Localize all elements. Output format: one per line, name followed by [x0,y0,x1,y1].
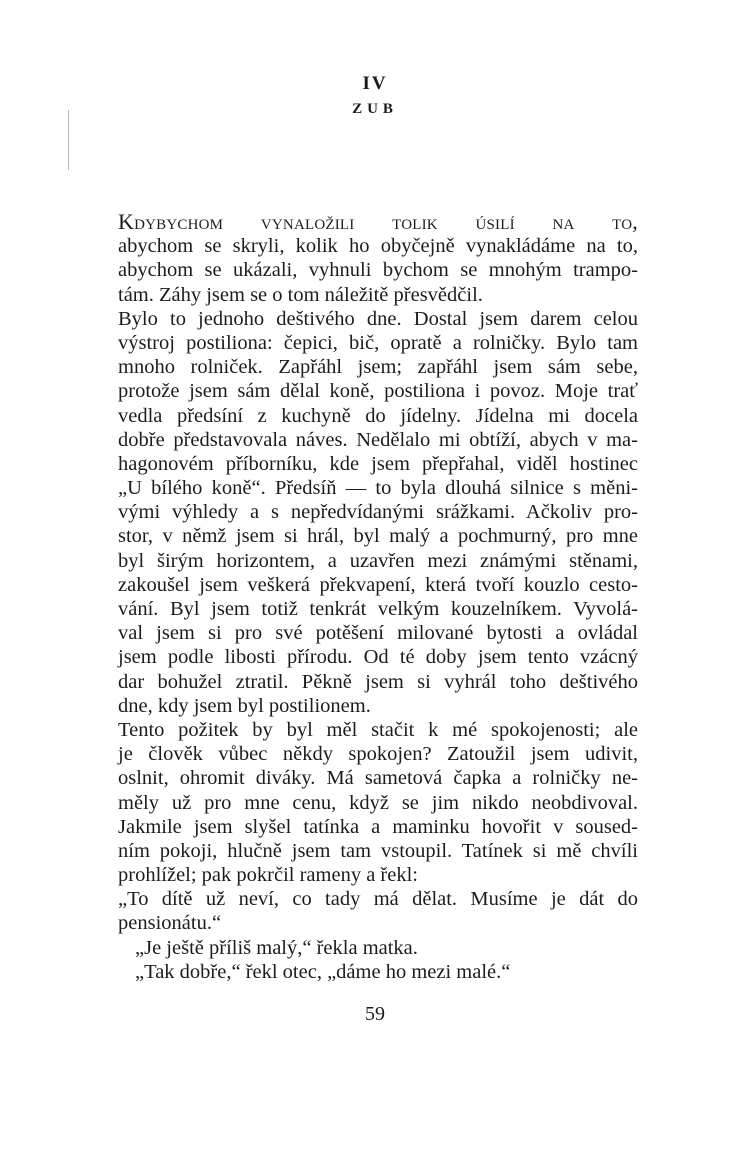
text-line: „Tak dobře,“ řekl otec, „dáme ho mezi malé.“ [135,960,511,983]
text-line: Kdybychom vynaložili tolik úsilí na to, [118,209,638,234]
text-line: protože jsem sám dělal koně, postiliona i povoz. Moje trať [118,380,638,403]
text-line: abychom se skryli, kolik ho obyčejně vynakládáme na to, [118,235,638,258]
margin-mark [68,110,69,170]
text-line: vými výhledy a s nepředvídanými srážkami. Ačkoliv pro- [118,501,638,524]
text-line: Jakmile jsem slyšel tatínka a maminku hovořit v soused- [118,815,638,838]
chapter-number: IV [362,73,388,94]
text-line: stor, v němž jsem si hrál, byl malý a pochmurný, pro mne [118,525,638,548]
text-line: dne, kdy jsem byl postilionem. [118,694,371,717]
text-line: výstroj postiliona: čepici, bič, opratě a rolničky. Bylo tam [118,331,638,354]
chapter-title: ZUB [352,101,398,117]
text-line: „Je ještě příliš malý,“ řekla matka. [135,936,418,959]
text-line: oslnit, ohromit diváky. Má sametová čapka a rolničky ne- [118,767,638,790]
text-line: prohlížel; pak pokrčil rameny a řekl: [118,864,418,887]
text-line: vání. Byl jsem totiž tenkrát velkým kouzelníkem. Vyvolá- [118,598,638,620]
text-line: abychom se ukázali, vyhnuli bychom se mnohým trampo- [118,259,638,282]
text-line: Bylo to jednoho deštivého dne. Dostal jsem darem celou [118,307,638,330]
text-line: jsem podle libosti přírodu. Od té doby jsem tento vzácný [118,646,638,669]
text-line: dar bohužel ztratil. Pěkně jsem si vyhrál toho deštivého [118,670,638,693]
text-line: měly už pro mne cenu, když se jim nikdo neobdivoval. [118,791,638,814]
text-line: byl širým horizontem, a uzavřen mezi známými stěnami, [118,549,638,572]
text-line: „To dítě už neví, co tady má dělat. Musíme je dát do [118,888,638,911]
text-line: pensionátu.“ [118,912,222,935]
page-number: 59 [365,1003,385,1025]
text-line: „U bílého koně“. Předsíň — to byla dlouhá silnice s měni- [118,477,638,500]
body-text [118,210,638,984]
text-line: dobře představovala náves. Nedělalo mi obtíží, abych v ma- [118,428,638,451]
text-line: ním pokoji, hlučně jsem tam vstoupil. Tatínek si mě chvíli [118,839,638,862]
text-line: zakoušel jsem veškerá překvapení, která tvoří kouzlo cesto- [118,573,638,596]
text-line: tám. Záhy jsem se o tom náležitě přesvědčil. [118,283,483,306]
text-line: mnoho rolniček. Zapřáhl jsem; zapřáhl jsem sám sebe, [118,356,638,379]
text-line: hagonovém příborníku, kde jsem přepřahal, viděl hostinec [118,452,638,475]
text-line: Tento požitek by byl měl stačit k mé spokojenosti; ale [118,718,638,741]
text-line: vedla předsíní z kuchyně do jídelny. Jídelna mi docela [118,404,638,427]
text-line: je člověk vůbec někdy spokojen? Zatoužil jsem udivit, [118,743,638,766]
text-line: val jsem si pro své potěšení milované bytosti a ovládal [118,622,638,645]
